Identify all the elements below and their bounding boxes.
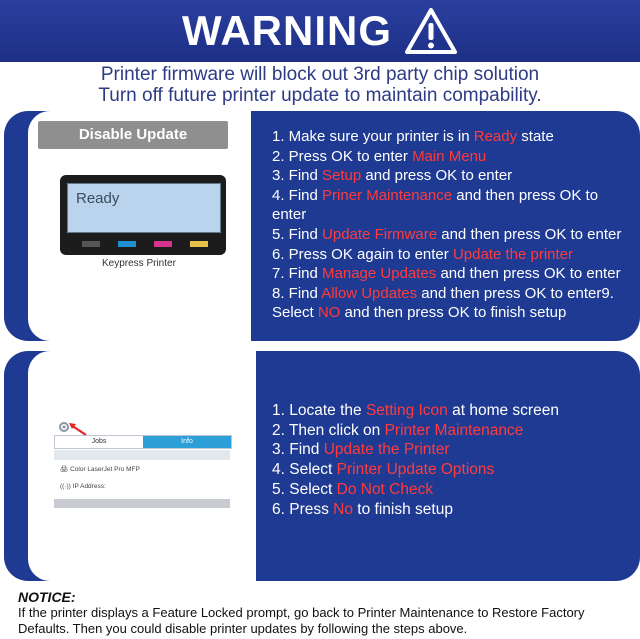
- step-text: at home screen: [447, 402, 559, 419]
- step-highlight: Update the printer: [452, 245, 574, 263]
- ink-yellow-swatch: [190, 241, 208, 247]
- ip-address-label: IP Address:: [72, 483, 106, 490]
- step-text: 1. Make sure your printer is in: [272, 128, 474, 145]
- printer-control-panel: [60, 175, 226, 255]
- step-text: 3. Find: [272, 441, 324, 459]
- tab-jobs[interactable]: Jobs: [91, 438, 107, 445]
- step-highlight: Manage Updates: [322, 265, 437, 283]
- step-item: [272, 284, 636, 323]
- intro-line-2: Turn off future printer update to maintain compability.: [98, 85, 542, 106]
- step-text: 3. Find: [272, 167, 323, 185]
- step-item: [272, 225, 636, 245]
- divider-strip: [54, 450, 230, 460]
- step-item: [272, 127, 636, 147]
- step-text: to finish setup: [353, 500, 453, 518]
- ip-address-row: [60, 483, 106, 490]
- banner-title: WARNING: [182, 7, 392, 54]
- step-highlight: Setting Icon: [365, 402, 448, 419]
- step-item: [272, 166, 636, 186]
- step-item: [272, 460, 636, 480]
- printer-model-row: [60, 465, 140, 473]
- printer-icon: 🖨: [60, 466, 69, 473]
- notice-title: NOTICE:: [18, 589, 76, 605]
- steps-list-2: [272, 401, 636, 519]
- printer-screen: [67, 183, 221, 233]
- step-item: [272, 401, 636, 421]
- step-text: 2. Then click on: [272, 421, 385, 439]
- step-item: [272, 480, 636, 500]
- instruction-panel-keypress: [4, 111, 640, 341]
- step-highlight: Do Not Check: [336, 480, 434, 498]
- step-highlight: NO: [317, 304, 341, 322]
- step-text: 5. Select: [272, 480, 337, 498]
- step-highlight: Printer Update Options: [336, 461, 495, 479]
- step-text: 2. Press OK to enter: [272, 147, 413, 165]
- tab-bar: [54, 435, 232, 449]
- step-text: 4. Select: [272, 461, 337, 479]
- step-text: and then press OK to enter: [436, 265, 621, 283]
- step-highlight: Printer Maintenance: [384, 421, 524, 439]
- wireless-icon: ((·)): [60, 483, 71, 490]
- intro-line-1: Printer firmware will block out 3rd party chip solution: [100, 64, 540, 85]
- step-text: state: [517, 128, 554, 145]
- ink-black-swatch: [82, 241, 100, 247]
- notice-body: If the printer displays a Feature Locked prompt, go back to Printer Maintenance to Restore Factory Defaults. Then you could disable printer updates by following the steps above.: [18, 605, 585, 636]
- step-text: 7. Find: [272, 265, 323, 283]
- step-highlight: Ready: [473, 128, 518, 145]
- printer-caption: Keypress Printer: [102, 258, 176, 269]
- step-item: [272, 147, 636, 167]
- step-text: 6. Press: [272, 500, 334, 518]
- step-highlight: Allow Updates: [321, 284, 418, 302]
- screen-status-text: Ready: [76, 190, 120, 207]
- step-highlight: Priner Maintenance: [322, 186, 453, 204]
- steps-list-1: [272, 127, 636, 323]
- step-item: [272, 264, 636, 284]
- warning-banner: [0, 0, 640, 62]
- step-text: 8. Find: [272, 284, 322, 302]
- step-text: 4. Find: [272, 186, 323, 204]
- step-item: [272, 421, 636, 441]
- step-item: [272, 245, 636, 265]
- step-text: 5. Find: [272, 225, 323, 243]
- ink-magenta-swatch: [154, 241, 172, 247]
- step-text: and then press OK to enter: [437, 225, 622, 243]
- bottom-bar: [54, 499, 230, 508]
- step-text: and then press OK to enter9. Select: [272, 284, 614, 322]
- step-text: 6. Press OK again to enter: [272, 245, 453, 263]
- step-text: and then press OK to enter: [272, 186, 599, 224]
- printer-home-screen: [54, 417, 230, 509]
- intro-text: [0, 64, 640, 106]
- step-item: [272, 440, 636, 460]
- illustration-area-2: [28, 351, 256, 581]
- step-highlight: Setup: [322, 167, 362, 185]
- step-text: 1. Locate the: [272, 402, 366, 419]
- step-highlight: Update Firmware: [322, 225, 438, 243]
- tab-info[interactable]: Info: [143, 436, 231, 448]
- warning-triangle-icon: [404, 7, 458, 55]
- step-item: [272, 500, 636, 520]
- printer-model-label: Color LaserJet Pro MFP: [70, 466, 140, 473]
- step-highlight: Main Menu: [412, 147, 487, 165]
- instruction-panel-touchscreen: [4, 351, 640, 581]
- step-item: [272, 186, 636, 225]
- instruction-tag: Disable Update Instruction: [38, 121, 228, 149]
- step-highlight: No: [333, 500, 353, 518]
- step-text: and then press OK to finish setup: [340, 304, 567, 322]
- step-highlight: Update the Printer: [323, 441, 450, 459]
- ink-cyan-swatch: [118, 241, 136, 247]
- step-text: and press OK to enter: [361, 167, 513, 185]
- illustration-area: [28, 111, 251, 341]
